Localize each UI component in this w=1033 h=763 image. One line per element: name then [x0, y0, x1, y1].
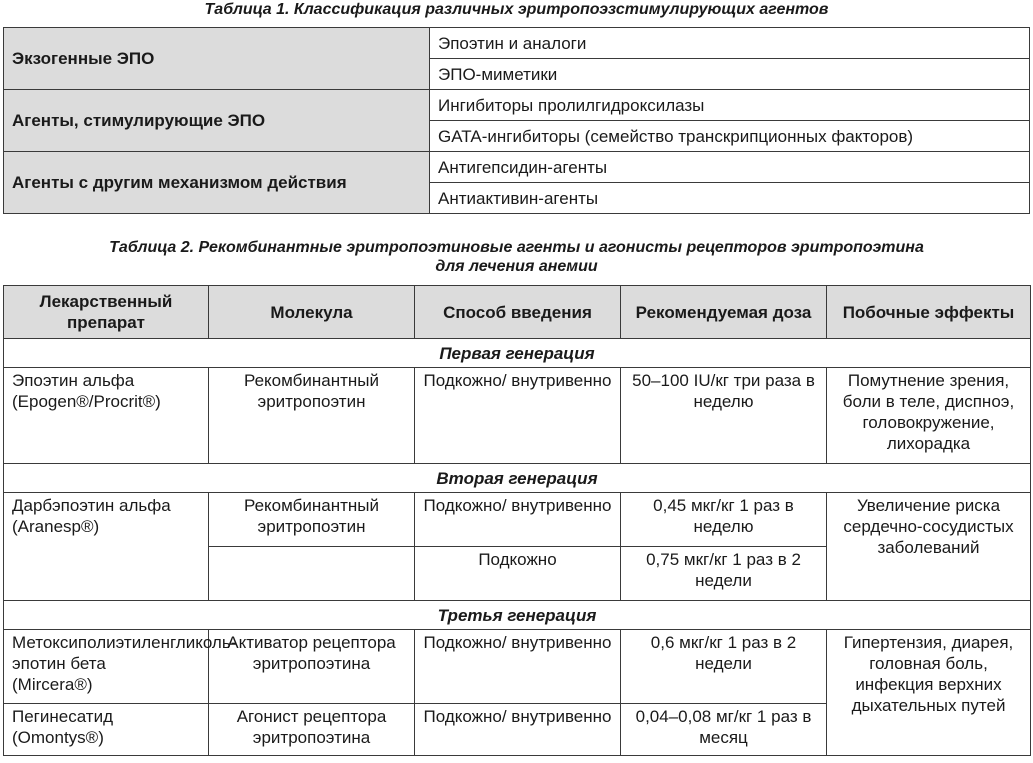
agent-cell: GATA-ингибиторы (семейство транскрипционных факторов)	[430, 121, 1030, 152]
side-effects-cell: Помутнение зрения, боли в теле, диспноэ, головокружение, лихорадка	[827, 368, 1031, 464]
molecule-cell: Агонист рецептора эритропоэтина	[209, 704, 415, 756]
table-row	[4, 368, 1031, 464]
dose-cell: 0,6 мкг/кг 1 раз в 2 недели	[621, 630, 827, 704]
route-cell: Подкожно	[415, 547, 621, 601]
table-row	[4, 493, 1031, 547]
dose-cell: 0,75 мкг/кг 1 раз в 2 недели	[621, 547, 827, 601]
table-header-row	[4, 286, 1031, 339]
category-cell: Агенты, стимулирующие ЭПО	[4, 90, 430, 152]
table-row	[4, 630, 1031, 704]
agent-cell: ЭПО-миметики	[430, 59, 1030, 90]
route-cell: Подкожно/ внутривенно	[415, 630, 621, 704]
generation-row	[4, 339, 1031, 368]
agent-cell: Антиактивин-агенты	[430, 183, 1030, 214]
molecule-cell: Рекомбинантный эритропоэтин	[209, 493, 415, 547]
table-row	[4, 28, 1030, 59]
table1-caption: Таблица 1. Классификация различных эритропоэзстимулирующих агентов	[204, 1, 829, 18]
column-header: Лекарственный препарат	[4, 286, 209, 339]
agent-cell: Эпоэтин и аналоги	[430, 28, 1030, 59]
drug-cell	[4, 493, 209, 601]
drug-cell	[4, 368, 209, 464]
generation-row	[4, 464, 1031, 493]
column-header: Молекула	[209, 286, 415, 339]
dose-cell: 50–100 IU/кг три раза в неделю	[621, 368, 827, 464]
table2-caption-line1: Таблица 2. Рекомбинантные эритропоэтиновые агенты и агонисты рецепторов эритропоэтина	[109, 239, 924, 256]
side-effects-cell: Гипертензия, диарея, головная боль, инфекция верхних дыхательных путей	[827, 630, 1031, 756]
column-header: Способ введения	[415, 286, 621, 339]
route-cell: Подкожно/ внутривенно	[415, 368, 621, 464]
drug-name: Пегинесатид	[12, 707, 113, 726]
table2-caption	[0, 238, 1033, 276]
column-header: Побочные эффекты	[827, 286, 1031, 339]
drug-name: Дарбэпоэтин альфа	[12, 496, 171, 515]
classification-table	[3, 27, 1030, 214]
agent-cell: Ингибиторы пролилгидроксилазы	[430, 90, 1030, 121]
molecule-cell-empty	[209, 547, 415, 601]
dose-cell: 0,45 мкг/кг 1 раз в неделю	[621, 493, 827, 547]
drug-brand: (Mircera®)	[12, 675, 93, 694]
table-row	[4, 152, 1030, 183]
category-cell: Агенты с другим механизмом действия	[4, 152, 430, 214]
drug-name: Метоксиполиэтиленгликоль-эпотин бета	[12, 633, 237, 673]
category-cell: Экзогенные ЭПО	[4, 28, 430, 90]
column-header: Рекомендуемая доза	[621, 286, 827, 339]
table-row	[4, 90, 1030, 121]
generation-row	[4, 601, 1031, 630]
generation-label: Вторая генерация	[4, 464, 1031, 493]
molecule-cell: Активатор рецептора эритропоэтина	[209, 630, 415, 704]
generation-label: Третья генерация	[4, 601, 1031, 630]
drug-brand: (Aranesp®)	[12, 517, 100, 536]
drug-brand: (Omontys®)	[12, 728, 104, 747]
route-cell: Подкожно/ внутривенно	[415, 704, 621, 756]
route-cell: Подкожно/ внутривенно	[415, 493, 621, 547]
agent-cell: Антигепсидин-агенты	[430, 152, 1030, 183]
side-effects-cell: Увеличение риска сердечно-сосудистых заболеваний	[827, 493, 1031, 601]
generation-label: Первая генерация	[4, 339, 1031, 368]
dose-cell: 0,04–0,08 мг/кг 1 раз в месяц	[621, 704, 827, 756]
drug-brand: (Epogen®/Procrit®)	[12, 392, 161, 411]
agents-table	[3, 285, 1031, 756]
drug-cell	[4, 630, 237, 704]
molecule-cell: Рекомбинантный эритропоэтин	[209, 368, 415, 464]
drug-cell	[4, 704, 209, 756]
drug-name: Эпоэтин альфа	[12, 371, 135, 390]
table2-caption-line2: для лечения анемии	[435, 258, 598, 275]
